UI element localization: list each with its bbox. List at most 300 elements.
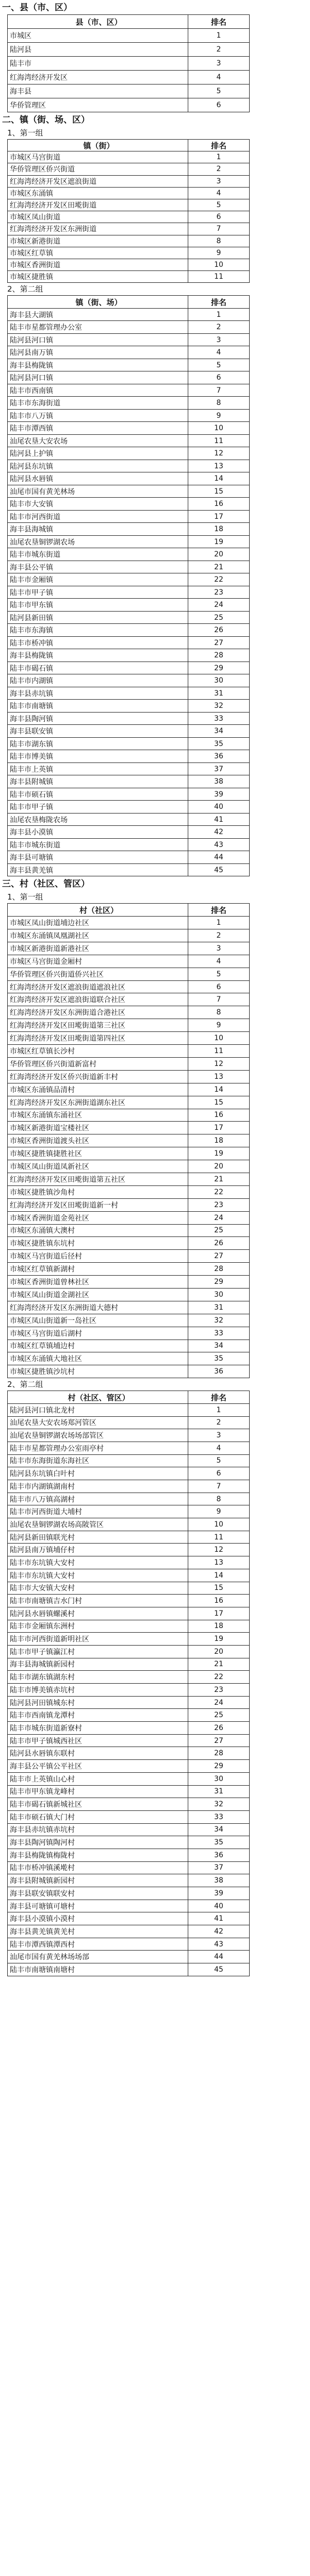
cell-name: 红海湾经济开发区田墘街道 bbox=[8, 199, 188, 211]
table-row bbox=[8, 1963, 250, 1976]
cell-rank: 33 bbox=[188, 1327, 250, 1340]
cell-rank: 20 bbox=[188, 548, 250, 561]
cell-rank: 1 bbox=[188, 1403, 250, 1416]
cell-name: 市城区东涌镇大澳村 bbox=[8, 1224, 188, 1237]
cell-rank: 10 bbox=[188, 422, 250, 435]
table-row bbox=[8, 1160, 250, 1173]
table-row bbox=[8, 1198, 250, 1211]
cell-name: 陆丰市东坑镇大安村 bbox=[8, 1569, 188, 1582]
cell-rank: 35 bbox=[188, 1836, 250, 1849]
group-subheading: 1、第一组 bbox=[7, 892, 43, 902]
cell-rank: 17 bbox=[188, 510, 250, 523]
table-row bbox=[8, 917, 250, 929]
table-row bbox=[8, 548, 250, 561]
column-header-name: 镇（街、场） bbox=[8, 296, 188, 309]
cell-rank: 18 bbox=[188, 1620, 250, 1633]
table-row bbox=[8, 1185, 250, 1198]
cell-rank: 2 bbox=[188, 321, 250, 334]
table-row bbox=[8, 57, 250, 71]
cell-name: 市城区红草镇埔边村 bbox=[8, 1340, 188, 1352]
cell-name: 陆丰市内湖镇湖南村 bbox=[8, 1480, 188, 1493]
table-row bbox=[8, 1301, 250, 1314]
cell-rank: 4 bbox=[188, 1442, 250, 1454]
cell-rank: 29 bbox=[188, 1276, 250, 1289]
cell-rank: 14 bbox=[188, 1569, 250, 1582]
table-row bbox=[8, 1237, 250, 1250]
cell-rank: 27 bbox=[188, 1734, 250, 1747]
cell-rank: 9 bbox=[188, 409, 250, 422]
table-row bbox=[8, 1314, 250, 1327]
cell-name: 华侨管理区侨兴街道 bbox=[8, 163, 188, 175]
table-row bbox=[8, 561, 250, 573]
cell-rank: 6 bbox=[188, 1467, 250, 1480]
cell-rank: 19 bbox=[188, 1633, 250, 1646]
table-row bbox=[8, 1925, 250, 1938]
cell-name: 市城区凤山街道 bbox=[8, 211, 188, 223]
table-row bbox=[8, 968, 250, 980]
cell-rank: 10 bbox=[188, 259, 250, 270]
table-row bbox=[8, 308, 250, 321]
table-row bbox=[8, 1518, 250, 1531]
cell-name: 红海湾经济开发区 bbox=[8, 71, 188, 84]
cell-name: 陆河县水唇镇螺溪村 bbox=[8, 1607, 188, 1620]
table-row bbox=[8, 1122, 250, 1134]
cell-rank: 27 bbox=[188, 1250, 250, 1263]
table-row bbox=[8, 397, 250, 410]
section-heading: 三、村（社区、管区） bbox=[2, 879, 90, 890]
cell-name: 陆河县东坑镇 bbox=[8, 460, 188, 472]
cell-name: 陆河县水唇镇 bbox=[8, 472, 188, 485]
table-row bbox=[8, 1556, 250, 1569]
cell-rank: 5 bbox=[188, 359, 250, 371]
cell-rank: 2 bbox=[188, 929, 250, 942]
table-row bbox=[8, 1709, 250, 1722]
cell-rank: 34 bbox=[188, 725, 250, 738]
cell-rank: 10 bbox=[188, 1032, 250, 1045]
cell-rank: 11 bbox=[188, 434, 250, 447]
table-row bbox=[8, 1607, 250, 1620]
table-row bbox=[8, 1352, 250, 1365]
cell-name: 海丰县联安镇联安村 bbox=[8, 1887, 188, 1900]
table-row bbox=[8, 434, 250, 447]
cell-rank: 17 bbox=[188, 1607, 250, 1620]
cell-name: 市城区香洲街道渡头社区 bbox=[8, 1134, 188, 1147]
cell-rank: 11 bbox=[188, 1045, 250, 1058]
cell-name: 海丰县公平镇 bbox=[8, 561, 188, 573]
cell-name: 市城区捷胜镇捷胜社区 bbox=[8, 1147, 188, 1160]
table-row bbox=[8, 1887, 250, 1900]
table-row bbox=[8, 259, 250, 270]
cell-rank: 13 bbox=[188, 1556, 250, 1569]
table-row bbox=[8, 649, 250, 662]
cell-name: 陆丰市潭西镇潭西村 bbox=[8, 1938, 188, 1951]
table-row bbox=[8, 1595, 250, 1607]
cell-name: 陆丰市星都管理办公室雨亭村 bbox=[8, 1442, 188, 1454]
cell-rank: 32 bbox=[188, 1314, 250, 1327]
cell-name: 陆丰市城东街道 bbox=[8, 548, 188, 561]
table-row bbox=[8, 1006, 250, 1019]
cell-name: 市城区东涌镇东涌社区 bbox=[8, 1109, 188, 1122]
cell-name: 红海湾经济开发区东洲街道湖东社区 bbox=[8, 1096, 188, 1109]
cell-rank: 24 bbox=[188, 599, 250, 612]
table-row bbox=[8, 1416, 250, 1429]
table-row bbox=[8, 1288, 250, 1301]
cell-rank: 15 bbox=[188, 1096, 250, 1109]
table-header-row bbox=[8, 296, 250, 309]
cell-rank: 1 bbox=[188, 917, 250, 929]
table-row bbox=[8, 1403, 250, 1416]
cell-rank: 42 bbox=[188, 826, 250, 839]
column-header-name: 村（社区、管区） bbox=[8, 1391, 188, 1404]
cell-rank: 1 bbox=[188, 29, 250, 43]
table-row bbox=[8, 1938, 250, 1951]
cell-rank: 25 bbox=[188, 611, 250, 624]
cell-name: 陆丰市甲子镇 bbox=[8, 586, 188, 599]
cell-rank: 31 bbox=[188, 1785, 250, 1798]
table-row bbox=[8, 1134, 250, 1147]
cell-name: 汕尾农垦梅陇农场 bbox=[8, 813, 188, 826]
table-row bbox=[8, 151, 250, 163]
table-row bbox=[8, 863, 250, 876]
cell-rank: 16 bbox=[188, 1109, 250, 1122]
cell-name: 市城区红草镇长沙村 bbox=[8, 1045, 188, 1058]
table-row bbox=[8, 929, 250, 942]
cell-name: 汕尾农垦大安农场郑河管区 bbox=[8, 1416, 188, 1429]
cell-rank: 42 bbox=[188, 1925, 250, 1938]
cell-rank: 2 bbox=[188, 1416, 250, 1429]
cell-rank: 17 bbox=[188, 1122, 250, 1134]
cell-name: 海丰县联安镇 bbox=[8, 725, 188, 738]
cell-rank: 7 bbox=[188, 1480, 250, 1493]
cell-rank: 26 bbox=[188, 624, 250, 637]
cell-name: 陆丰市甲子镇城西社区 bbox=[8, 1734, 188, 1747]
table-row bbox=[8, 1861, 250, 1874]
cell-name: 市城区香洲街道 bbox=[8, 259, 188, 270]
table-row bbox=[8, 1569, 250, 1582]
cell-rank: 6 bbox=[188, 98, 250, 112]
column-header-name: 镇（街） bbox=[8, 140, 188, 151]
table-row bbox=[8, 1045, 250, 1058]
cell-name: 市城区马宫街道 bbox=[8, 151, 188, 163]
table-row bbox=[8, 1263, 250, 1276]
table-row bbox=[8, 1798, 250, 1811]
cell-name: 市城区新港街道 bbox=[8, 235, 188, 247]
cell-rank: 9 bbox=[188, 247, 250, 259]
cell-rank: 23 bbox=[188, 1684, 250, 1697]
cell-rank: 4 bbox=[188, 187, 250, 199]
cell-rank: 39 bbox=[188, 788, 250, 801]
cell-name: 陆河县东坑镇白叶村 bbox=[8, 1467, 188, 1480]
table-row bbox=[8, 1480, 250, 1493]
cell-rank: 29 bbox=[188, 1760, 250, 1773]
table-row bbox=[8, 472, 250, 485]
cell-rank: 18 bbox=[188, 1134, 250, 1147]
cell-rank: 32 bbox=[188, 700, 250, 713]
table-row bbox=[8, 235, 250, 247]
ranking-table bbox=[7, 903, 250, 1378]
cell-name: 陆丰市西南镇 bbox=[8, 384, 188, 397]
table-row bbox=[8, 737, 250, 750]
cell-name: 市城区东涌镇大地社区 bbox=[8, 1352, 188, 1365]
table-row bbox=[8, 1582, 250, 1595]
table-row bbox=[8, 98, 250, 112]
cell-name: 市城区红草镇新湖村 bbox=[8, 1263, 188, 1276]
table-row bbox=[8, 460, 250, 472]
table-row bbox=[8, 1734, 250, 1747]
cell-name: 陆丰市甲子镇瀛江村 bbox=[8, 1645, 188, 1658]
table-row bbox=[8, 346, 250, 359]
cell-rank: 34 bbox=[188, 1823, 250, 1836]
cell-rank: 5 bbox=[188, 968, 250, 980]
cell-name: 陆河县新田镇 bbox=[8, 611, 188, 624]
group-subheading: 2、第二组 bbox=[7, 1380, 43, 1389]
cell-name: 海丰县小漠镇 bbox=[8, 826, 188, 839]
cell-name: 海丰县小漠镇小漠村 bbox=[8, 1912, 188, 1925]
table-row bbox=[8, 762, 250, 775]
table-row bbox=[8, 1224, 250, 1237]
cell-name: 陆丰市上英镇 bbox=[8, 762, 188, 775]
cell-name: 陆丰市甲东镇 bbox=[8, 599, 188, 612]
cell-rank: 34 bbox=[188, 1340, 250, 1352]
table-row bbox=[8, 851, 250, 864]
cell-name: 陆丰市河西街道 bbox=[8, 510, 188, 523]
cell-name: 汕尾农垦大安农场 bbox=[8, 434, 188, 447]
table-row bbox=[8, 84, 250, 98]
cell-rank: 14 bbox=[188, 1083, 250, 1096]
cell-name: 红海湾经济开发区遮浪街道遮浪社区 bbox=[8, 980, 188, 993]
table-row bbox=[8, 409, 250, 422]
cell-rank: 8 bbox=[188, 1493, 250, 1505]
cell-rank: 3 bbox=[188, 57, 250, 71]
cell-name: 市城区东涌镇品清村 bbox=[8, 1083, 188, 1096]
cell-name: 陆丰市大安镇大安村 bbox=[8, 1582, 188, 1595]
table-row bbox=[8, 1454, 250, 1467]
cell-name: 陆丰市碣石镇新城社区 bbox=[8, 1798, 188, 1811]
cell-name: 海丰县附城镇新园村 bbox=[8, 1874, 188, 1887]
column-header-rank: 排名 bbox=[188, 15, 250, 29]
cell-rank: 6 bbox=[188, 371, 250, 384]
ranking-table bbox=[7, 1391, 250, 1976]
cell-rank: 3 bbox=[188, 175, 250, 187]
cell-rank: 22 bbox=[188, 573, 250, 586]
table-row bbox=[8, 801, 250, 814]
table-row bbox=[8, 223, 250, 235]
cell-rank: 6 bbox=[188, 980, 250, 993]
table-row bbox=[8, 211, 250, 223]
cell-rank: 7 bbox=[188, 223, 250, 235]
table-row bbox=[8, 674, 250, 687]
table-row bbox=[8, 1365, 250, 1378]
cell-name: 陆丰市城东街道新寮村 bbox=[8, 1722, 188, 1735]
table-row bbox=[8, 1658, 250, 1671]
table-row bbox=[8, 1620, 250, 1633]
cell-name: 陆丰市硕石镇 bbox=[8, 788, 188, 801]
table-row bbox=[8, 1096, 250, 1109]
cell-name: 市城区香洲街道金苑社区 bbox=[8, 1211, 188, 1224]
cell-rank: 35 bbox=[188, 1352, 250, 1365]
cell-rank: 4 bbox=[188, 955, 250, 968]
cell-name: 华侨管理区 bbox=[8, 98, 188, 112]
cell-name: 华侨管理区侨兴街道侨兴社区 bbox=[8, 968, 188, 980]
table-row bbox=[8, 1211, 250, 1224]
table-header-row bbox=[8, 904, 250, 917]
cell-rank: 16 bbox=[188, 1595, 250, 1607]
column-header-rank: 排名 bbox=[188, 1391, 250, 1404]
cell-name: 陆河县南万镇埔仔村 bbox=[8, 1544, 188, 1556]
cell-name: 海丰县黄羌镇 bbox=[8, 863, 188, 876]
cell-name: 海丰县大湖镇 bbox=[8, 308, 188, 321]
cell-rank: 13 bbox=[188, 1070, 250, 1083]
cell-name: 陆河县河口镇 bbox=[8, 333, 188, 346]
table-row bbox=[8, 636, 250, 649]
cell-name: 陆丰市碣石镇 bbox=[8, 662, 188, 674]
cell-rank: 24 bbox=[188, 1211, 250, 1224]
cell-rank: 40 bbox=[188, 801, 250, 814]
table-row bbox=[8, 1327, 250, 1340]
table-header-row bbox=[8, 140, 250, 151]
cell-name: 红海湾经济开发区遮浪街道 bbox=[8, 175, 188, 187]
cell-name: 陆丰市八万镇高湖村 bbox=[8, 1493, 188, 1505]
cell-rank: 27 bbox=[188, 636, 250, 649]
ranking-table bbox=[7, 14, 250, 112]
cell-name: 红海湾经济开发区东洲街道大德村 bbox=[8, 1301, 188, 1314]
table-row bbox=[8, 1645, 250, 1658]
cell-rank: 37 bbox=[188, 762, 250, 775]
cell-name: 华侨管理区侨兴街道新富村 bbox=[8, 1057, 188, 1070]
table-row bbox=[8, 1684, 250, 1697]
table-row bbox=[8, 1785, 250, 1798]
cell-rank: 40 bbox=[188, 1900, 250, 1912]
table-row bbox=[8, 1442, 250, 1454]
table-row bbox=[8, 163, 250, 175]
column-header-rank: 排名 bbox=[188, 140, 250, 151]
cell-name: 市城区东涌镇凤凰湖社区 bbox=[8, 929, 188, 942]
cell-rank: 30 bbox=[188, 1772, 250, 1785]
group-subheading: 1、第一组 bbox=[7, 128, 43, 138]
cell-rank: 37 bbox=[188, 1861, 250, 1874]
cell-rank: 31 bbox=[188, 687, 250, 700]
cell-name: 市城区凤山街道凤新社区 bbox=[8, 1160, 188, 1173]
cell-name: 海丰县 bbox=[8, 84, 188, 98]
cell-rank: 8 bbox=[188, 235, 250, 247]
cell-rank: 3 bbox=[188, 1429, 250, 1442]
cell-name: 陆河县河口镇 bbox=[8, 371, 188, 384]
cell-name: 红海湾经济开发区田墘街道新一村 bbox=[8, 1198, 188, 1211]
table-row bbox=[8, 599, 250, 612]
table-row bbox=[8, 535, 250, 548]
table-row bbox=[8, 1810, 250, 1823]
cell-rank: 33 bbox=[188, 712, 250, 725]
column-header-name: 县（市、区） bbox=[8, 15, 188, 29]
cell-rank: 29 bbox=[188, 662, 250, 674]
cell-rank: 11 bbox=[188, 1531, 250, 1544]
cell-rank: 41 bbox=[188, 1912, 250, 1925]
cell-rank: 25 bbox=[188, 1224, 250, 1237]
table-row bbox=[8, 321, 250, 334]
cell-rank: 12 bbox=[188, 1544, 250, 1556]
cell-rank: 21 bbox=[188, 561, 250, 573]
cell-name: 红海湾经济开发区遮浪街道联合社区 bbox=[8, 993, 188, 1006]
table-row bbox=[8, 1633, 250, 1646]
cell-rank: 36 bbox=[188, 1849, 250, 1861]
cell-name: 陆河县河田镇城东村 bbox=[8, 1696, 188, 1709]
cell-rank: 3 bbox=[188, 333, 250, 346]
table-row bbox=[8, 687, 250, 700]
cell-rank: 19 bbox=[188, 1147, 250, 1160]
cell-rank: 8 bbox=[188, 1006, 250, 1019]
table-row bbox=[8, 523, 250, 536]
cell-name: 陆丰市东海街道 bbox=[8, 397, 188, 410]
cell-rank: 28 bbox=[188, 649, 250, 662]
cell-rank: 13 bbox=[188, 460, 250, 472]
table-row bbox=[8, 187, 250, 199]
cell-name: 陆丰市东海镇 bbox=[8, 624, 188, 637]
table-row bbox=[8, 1493, 250, 1505]
cell-name: 汕尾农垦铜锣湖农场 bbox=[8, 535, 188, 548]
cell-name: 海丰县陶河镇陶河村 bbox=[8, 1836, 188, 1849]
cell-rank: 9 bbox=[188, 1019, 250, 1032]
cell-name: 红海湾经济开发区田墘街道第四社区 bbox=[8, 1032, 188, 1045]
cell-name: 陆丰市甲子镇 bbox=[8, 801, 188, 814]
table-row bbox=[8, 359, 250, 371]
cell-name: 陆丰市硕石镇大门村 bbox=[8, 1810, 188, 1823]
cell-name: 红海湾经济开发区田墘街道第三社区 bbox=[8, 1019, 188, 1032]
cell-name: 市城区捷胜镇沙坑村 bbox=[8, 1365, 188, 1378]
cell-name: 市城区凤山街道埔边社区 bbox=[8, 917, 188, 929]
table-row bbox=[8, 1070, 250, 1083]
cell-name: 市城区马宫街道金厢村 bbox=[8, 955, 188, 968]
cell-name: 陆河县水唇镇东联村 bbox=[8, 1747, 188, 1760]
cell-rank: 22 bbox=[188, 1671, 250, 1684]
cell-name: 海丰县黄羌镇黄羌村 bbox=[8, 1925, 188, 1938]
cell-rank: 45 bbox=[188, 1963, 250, 1976]
table-row bbox=[8, 43, 250, 57]
cell-name: 陆丰市大安镇 bbox=[8, 498, 188, 511]
cell-rank: 36 bbox=[188, 750, 250, 763]
cell-name: 海丰县公平镇公平社区 bbox=[8, 1760, 188, 1773]
table-row bbox=[8, 485, 250, 498]
cell-rank: 18 bbox=[188, 523, 250, 536]
cell-name: 海丰县陶河镇 bbox=[8, 712, 188, 725]
table-row bbox=[8, 813, 250, 826]
table-row bbox=[8, 993, 250, 1006]
table-row bbox=[8, 1823, 250, 1836]
table-row bbox=[8, 1544, 250, 1556]
cell-name: 海丰县附城镇 bbox=[8, 775, 188, 788]
table-row bbox=[8, 1340, 250, 1352]
cell-rank: 25 bbox=[188, 1709, 250, 1722]
table-row bbox=[8, 838, 250, 851]
table-row bbox=[8, 422, 250, 435]
cell-rank: 6 bbox=[188, 211, 250, 223]
cell-name: 陆丰市星都管理办公室 bbox=[8, 321, 188, 334]
cell-rank: 26 bbox=[188, 1237, 250, 1250]
cell-rank: 24 bbox=[188, 1696, 250, 1709]
table-row bbox=[8, 712, 250, 725]
cell-name: 陆丰市南塘镇吉水门村 bbox=[8, 1595, 188, 1607]
cell-rank: 11 bbox=[188, 271, 250, 283]
cell-name: 红海湾经济开发区东洲街道合港社区 bbox=[8, 1006, 188, 1019]
table-row bbox=[8, 788, 250, 801]
table-row bbox=[8, 1019, 250, 1032]
cell-rank: 41 bbox=[188, 813, 250, 826]
table-row bbox=[8, 573, 250, 586]
table-row bbox=[8, 725, 250, 738]
table-row bbox=[8, 1057, 250, 1070]
cell-rank: 7 bbox=[188, 993, 250, 1006]
table-row bbox=[8, 1173, 250, 1185]
table-row bbox=[8, 1032, 250, 1045]
